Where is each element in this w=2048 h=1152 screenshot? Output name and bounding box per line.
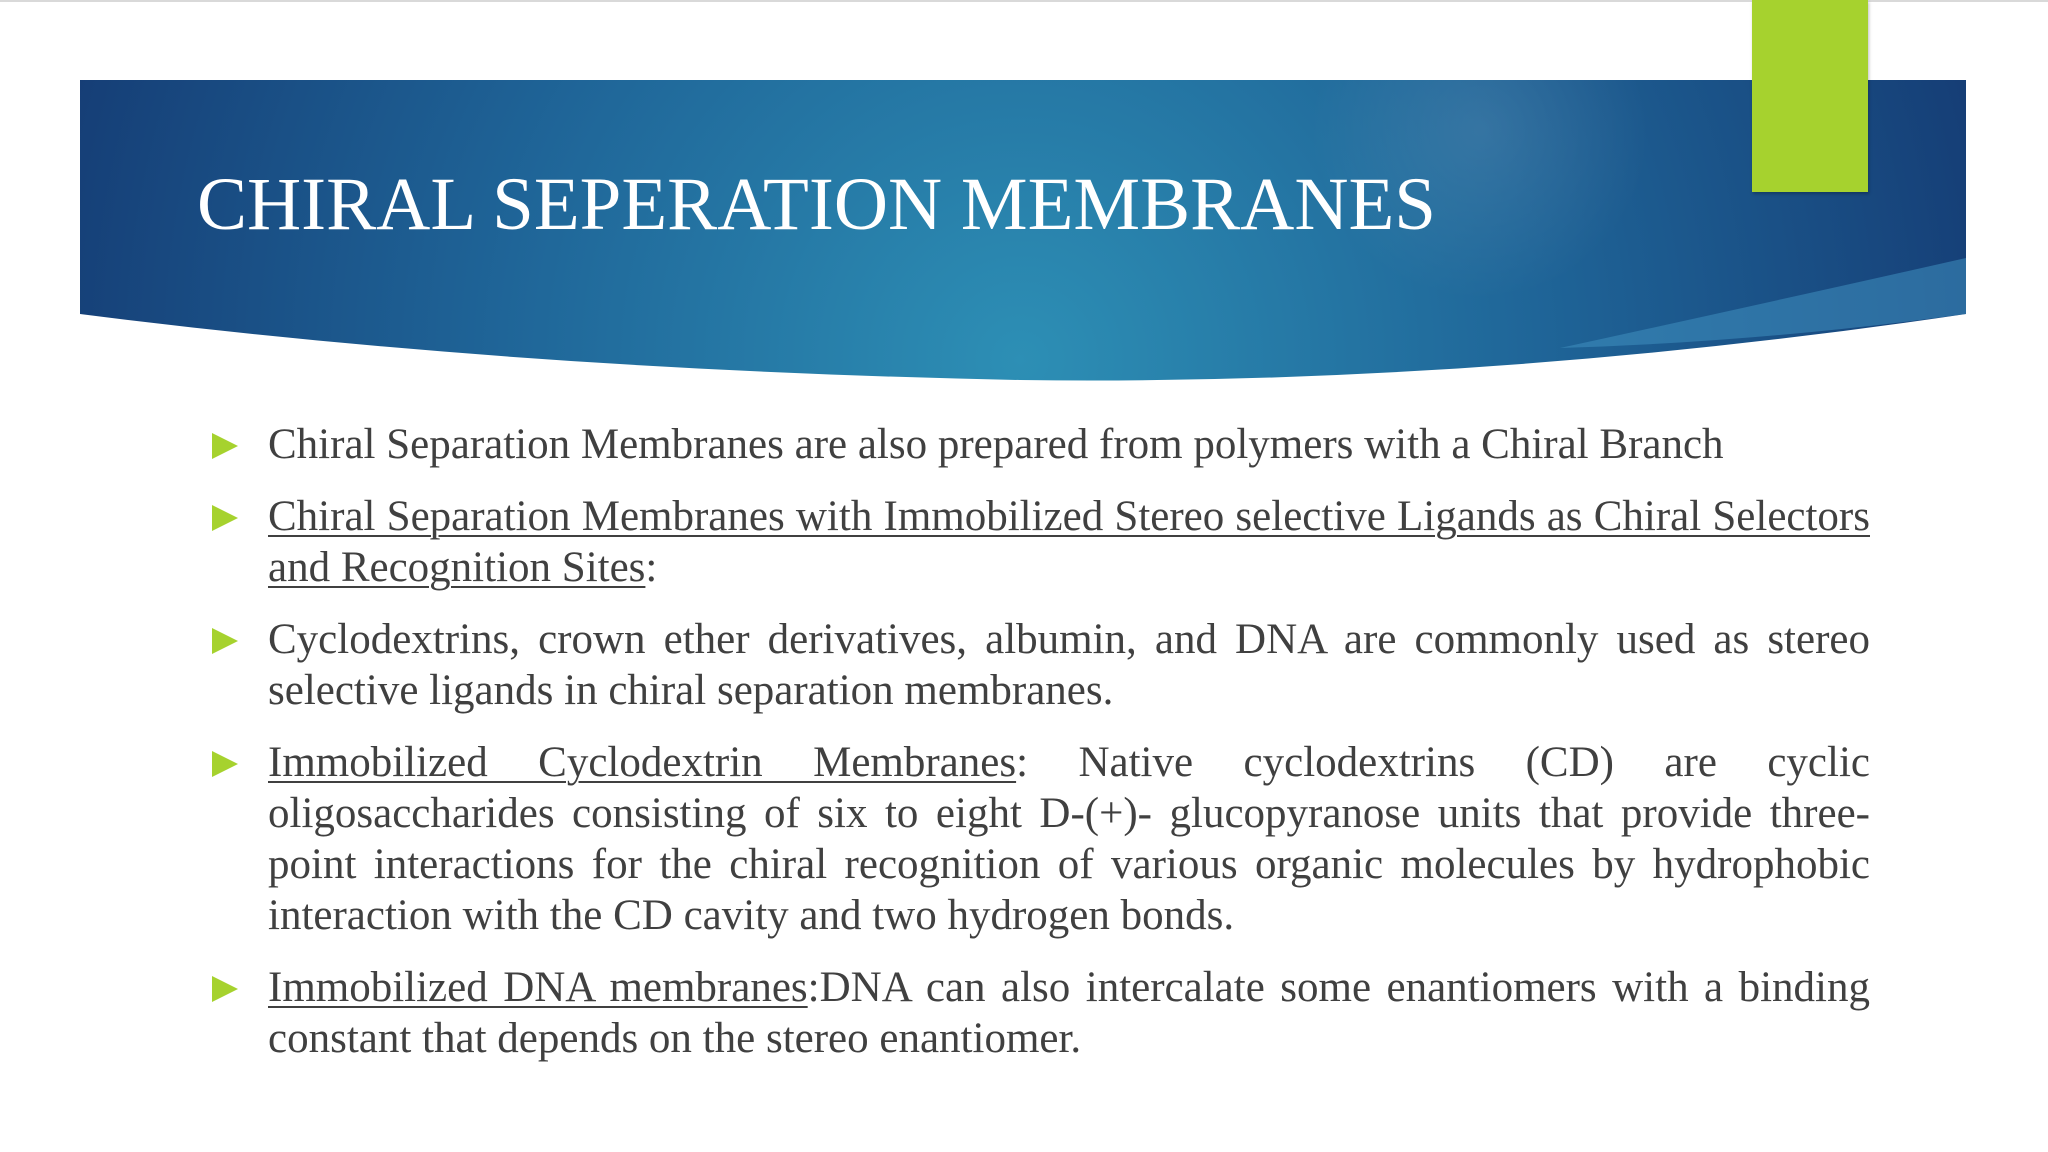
bullet-text: Cyclodextrins, crown ether derivatives, albumin, and DNA are commonly used as stereo selective ligands in chiral separation membranes. bbox=[268, 616, 1870, 714]
slide-title: CHIRAL SEPERATION MEMBRANES bbox=[197, 163, 1437, 246]
bullet-item bbox=[210, 419, 1870, 470]
accent-bar bbox=[1752, 0, 1868, 192]
bullet-list bbox=[210, 419, 1870, 1085]
triangle-right-icon bbox=[212, 433, 238, 459]
bullet-lead: Immobilized DNA membranes bbox=[268, 964, 808, 1011]
bullet-lead: Chiral Separation Membranes with Immobilized Stereo selective Ligands as Chiral Selectors and Recognition Sites bbox=[268, 493, 1870, 591]
bullet-text: : bbox=[645, 544, 658, 591]
bullet-item bbox=[210, 737, 1870, 941]
triangle-right-icon bbox=[212, 976, 238, 1002]
bullet-item bbox=[210, 491, 1870, 593]
bullet-item bbox=[210, 614, 1870, 716]
triangle-right-icon bbox=[212, 628, 238, 654]
bullet-text: : Native cyclodextrins (CD) are cyclic oligosaccharides consisting of six to eight D-(+)- glucopyranose units that provide three-point interactions for the chiral recognition of various organic molecules by hydrophobic interaction with the CD cavity and two hydrogen bonds. bbox=[268, 739, 1870, 939]
triangle-right-icon bbox=[212, 505, 238, 531]
bullet-item bbox=[210, 962, 1870, 1064]
triangle-right-icon bbox=[212, 751, 238, 777]
bullet-lead: Immobilized Cyclodextrin Membranes bbox=[268, 739, 1017, 786]
bullet-text: Chiral Separation Membranes are also prepared from polymers with a Chiral Branch bbox=[268, 421, 1724, 468]
bullet-text: :DNA can also intercalate some enantiomers with a binding constant that depends on the stereo enantiomer. bbox=[268, 964, 1871, 1062]
